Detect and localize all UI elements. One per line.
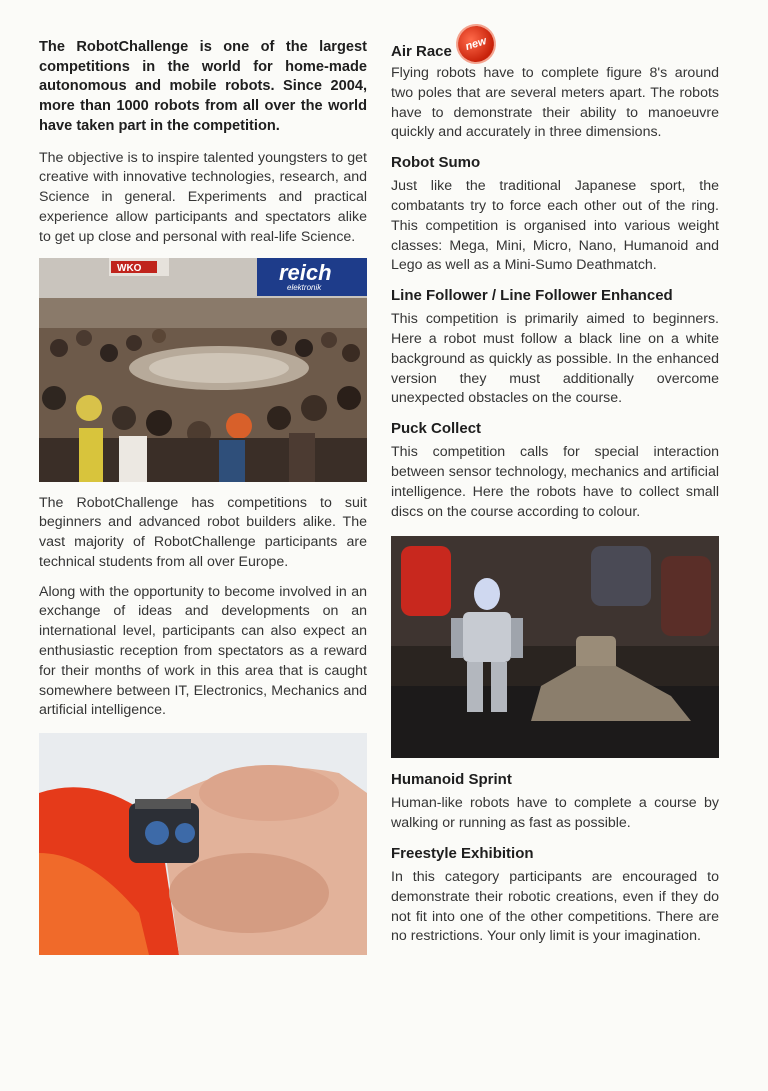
section-robot-sumo: [391, 153, 719, 276]
robot-in-hand-photo: [39, 733, 367, 955]
section-freestyle: [391, 844, 719, 947]
section-air-race: [391, 34, 719, 143]
freestyle-text: In this category participants are encouraged to demonstrate their robotic creations, even if they do not fit into one of the other competitions. There are no restrictions. Your only limit is your imagination.: [391, 868, 719, 945]
line-follower-text: This competition is primarily aimed to beginners. Here a robot must follow a black line on a white background as quickly as possible. In the enhanced version they must additionally overcome unexpected obstacles on the course.: [391, 311, 719, 407]
crowd-photo: [39, 258, 367, 482]
heading-puck-collect: Puck Collect: [391, 420, 482, 438]
sign-elektronik: elektronik: [287, 282, 322, 292]
beginners-paragraph: The RobotChallenge has competitions to suit beginners and advanced robot builders alike. The vast majority of RobotChallenge participants are technical students from all over Europe.: [39, 494, 367, 570]
air-race-title: Air Race: [391, 42, 452, 60]
right-column: [391, 34, 719, 957]
section-humanoid-sprint: [391, 770, 719, 834]
sign-wko: WKO: [117, 262, 142, 274]
heading-freestyle: Freestyle Exhibition: [391, 844, 534, 862]
crowd-photo-image: [39, 258, 367, 482]
exchange-paragraph: Along with the opportunity to become involved in an exchange of ideas and developments on an international level, participants can also expect an enthusiastic reception from spectators as a reward for their months of work in this area that is caught somewhere between IT, Electronics, Mechanics and artificial intelligence.: [39, 583, 367, 719]
section-line-follower: [391, 286, 719, 409]
humanoid-robots-image: [391, 536, 719, 758]
objective-paragraph: The objective is to inspire talented youngsters to get creative with innovative technologies, research, and Science in general. Experiments and practical experience allow participants and spectators alike to get up close and personal with real-life Science.: [39, 149, 367, 245]
air-race-text: Flying robots have to complete figure 8's around two poles that are several meters apart. The robots have to demonstrate their ability to manoeuvre quickly and accurately in three dimensions.: [391, 65, 719, 141]
heading-robot-sumo: Robot Sumo: [391, 154, 481, 172]
new-badge: new: [453, 21, 498, 66]
heading-humanoid-sprint: Humanoid Sprint: [391, 771, 512, 789]
section-puck-collect: [391, 419, 719, 522]
puck-collect-text: This competition calls for special interaction between sensor technology, mechanics and artificial intelligence. Here the robots have to collect small discs on the course according to colour.: [391, 444, 719, 520]
robot-in-hand-image: [39, 733, 367, 955]
sign-reich: reich: [279, 259, 332, 285]
left-column: [39, 38, 367, 967]
heading-line-follower: Line Follower / Line Follower Enhanced: [391, 287, 673, 305]
humanoid-sprint-text: Human-like robots have to complete a course by walking or running as fast as possible.: [391, 795, 719, 832]
humanoid-robots-photo: [391, 536, 719, 758]
robot-sumo-text: Just like the traditional Japanese sport, the combatants try to force each other out of the ring. This competition is organised into various weight classes: Mega, Mini, Micro, Nano, Humanoid and Lego as well as a Mini-Sumo Deathmatch.: [391, 178, 719, 274]
intro-paragraph: The RobotChallenge is one of the largest competitions in the world for home-made autonomous and mobile robots. Since 2004, more than 1000 robots from all over the world have taken part in the competition.: [39, 39, 367, 134]
